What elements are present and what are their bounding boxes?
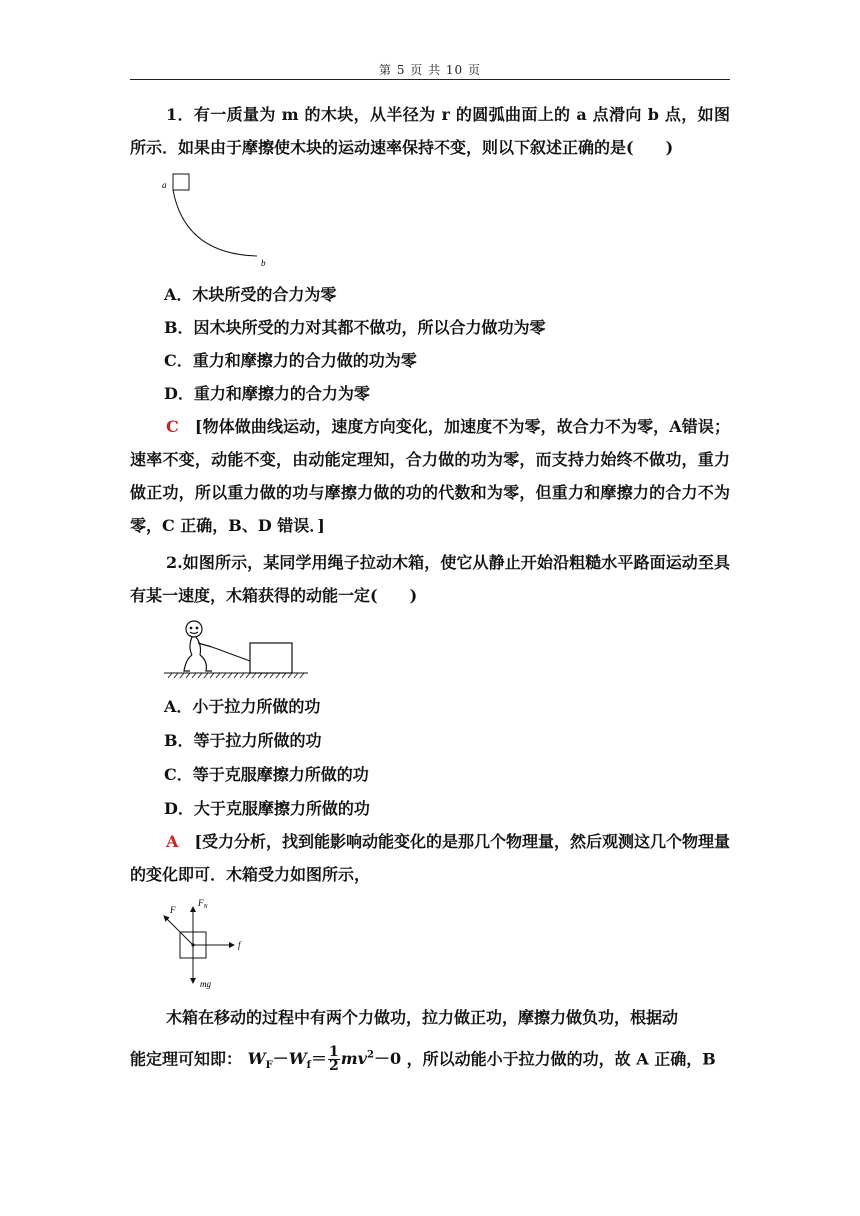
fraction: $\frac{1}{2}$: [328, 1044, 339, 1075]
continuation-line-2: [130, 1044, 730, 1079]
wooden-box: [250, 643, 292, 673]
option-b: B．因木块所受的力对其都不做功，所以合力做功为零: [164, 318, 546, 337]
explanation-text: [受力分析，找到能影响动能变化的是那几个物理量，然后观测这几个物理量的变化即可．木箱受力如图所示，: [130, 832, 731, 884]
line-prefix: 能定理可知即：: [130, 1049, 243, 1069]
answer-letter: C: [166, 417, 179, 436]
explanation-text: [物体做曲线运动，速度方向变化，加速度不为零，故合力不为零，A错误；速率不变，动能不变，由动能定理知，合力做的功为零，而支持力始终不做功，重力做正功，所以重力做的功与摩擦力做的功的代数和为零，但重力和摩擦力的合力不为零，C 正确，B、D 错误．]: [130, 417, 730, 535]
arc-curve: [173, 190, 257, 256]
answer-2: [130, 825, 730, 891]
line-suffix: ，所以动能小于拉力做的功，故 A 正确，B: [406, 1049, 716, 1069]
person-icon: [184, 621, 212, 671]
option-c: C．重力和摩擦力的合力做的功为零: [164, 351, 417, 370]
label-FN: $F_N$: [198, 898, 208, 910]
block-square: [173, 174, 189, 190]
question-2-text: 2.如图所示，某同学用绳子拉动木箱，使它从静止开始沿粗糙水平路面运动至具有某一速度，木箱获得的动能一定( ): [130, 553, 730, 605]
option-d: D．大于克服摩擦力所做的功: [164, 799, 370, 818]
ground-hatching: [168, 673, 304, 678]
label-b: b: [261, 258, 266, 268]
option-a: A．小于拉力所做的功: [164, 697, 321, 716]
option-a: A．木块所受的合力为零: [164, 285, 337, 304]
label-a: a: [162, 180, 167, 190]
option-c: C．等于克服摩擦力所做的功: [164, 765, 369, 784]
option-d: D．重力和摩擦力的合力为零: [164, 384, 370, 403]
page-header: 第 5 页 共 10 页: [379, 63, 481, 77]
label-mg: mg: [200, 979, 211, 989]
force-diagram: [148, 895, 258, 995]
option-b: B．等于拉力所做的功: [164, 731, 322, 750]
formula: $W_F-W_f=$ $\frac{1}{2}$ $mv^2-0$: [247, 1044, 402, 1075]
arc-figure: [155, 168, 275, 272]
answer-1: [130, 410, 730, 542]
label-F: F: [170, 905, 176, 915]
answer-letter: A: [166, 832, 179, 851]
person-pulling-box-figure: [162, 615, 312, 685]
question-1-text: 1．有一质量为 m 的木块，从半径为 r 的圆弧曲面上的 a 点滑向 b 点，如图所示．如果由于摩擦使木块的运动速率保持不变，则以下叙述正确的是( ): [130, 105, 730, 157]
header-rule: [130, 79, 730, 80]
pull-force-arrow: [164, 916, 193, 945]
label-f: f: [238, 940, 241, 950]
rope: [212, 647, 250, 661]
continuation-line-1: 木箱在移动的过程中有两个力做功，拉力做正功，摩擦力做负功，根据动: [166, 1008, 679, 1027]
center-dot: [191, 943, 194, 946]
